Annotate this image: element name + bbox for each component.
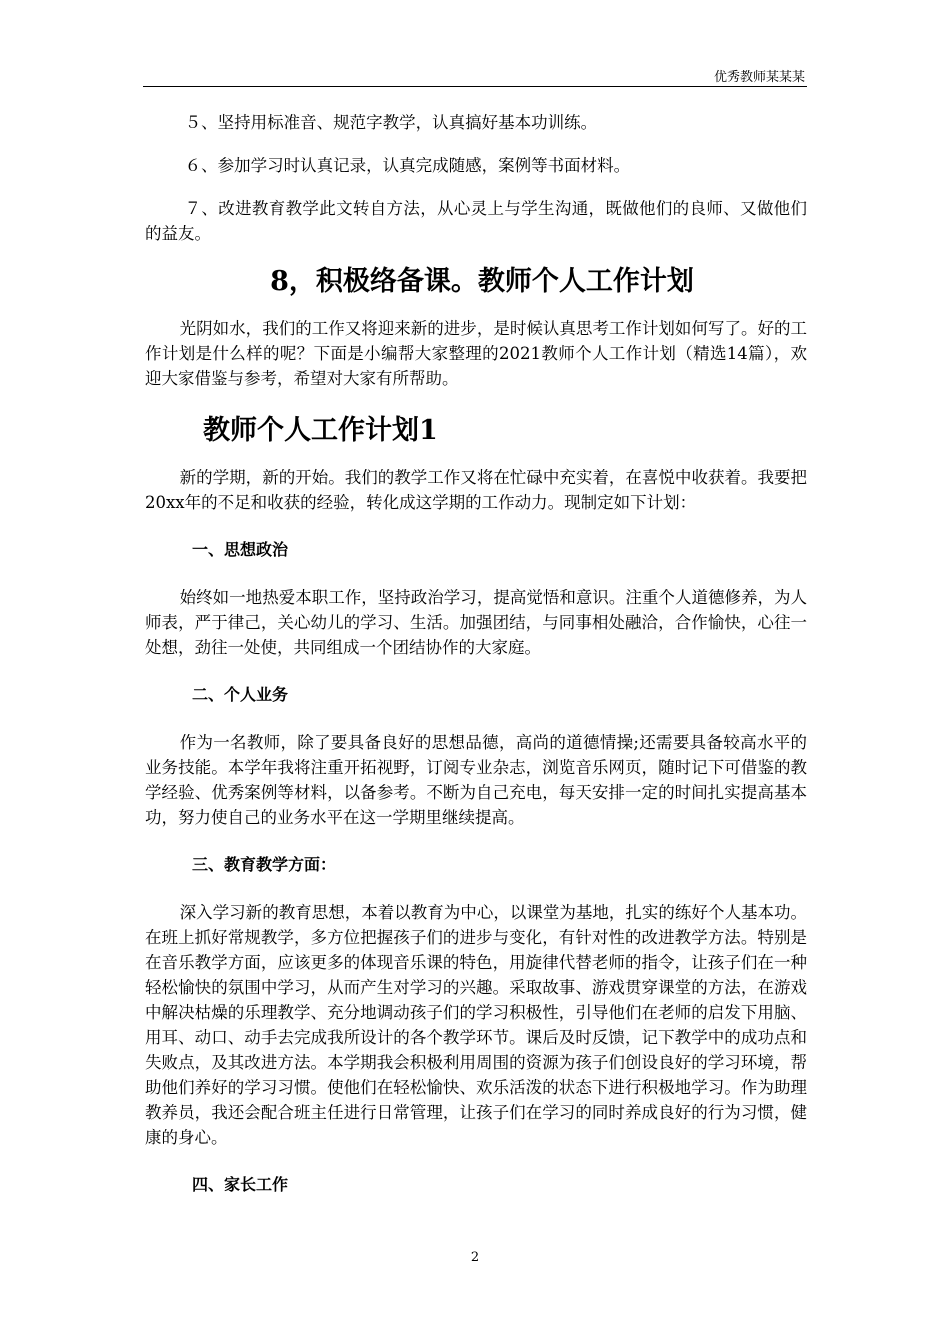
section-heading: 三、教育教学方面：: [192, 855, 337, 874]
section-heading: 一、思想政治: [192, 540, 289, 559]
document-title: 8，积极络备课。教师个人工作计划: [270, 266, 694, 297]
document-body: [145, 110, 807, 1220]
section-heading: 二、个人业务: [192, 685, 289, 704]
list-item: ５、坚持用标准音、规范字教学，认真搞好基本功训练。: [184, 113, 598, 132]
plan-title: 教师个人工作计划1: [203, 415, 438, 446]
section-body: 深入学习新的教育思想，本着以教育为中心，以课堂为基地，扎实的练好个人基本功。在班上抓好常规教学，多方位把握孩子们的进步与变化，有针对性的改进教学方法。特别是在音乐教学方面，应该更多的体现音乐课的特色，用旋律代替老师的指令，让孩子们在一种轻松愉快的氛围中学习，从而产生对学习的兴趣。采取故事、游戏贯穿课堂的方法，在游戏中解决枯燥的乐理教学、充分地调动孩子们的学习积极性，引导他们在老师的启发下用脑、用耳、动口、动手去完成我所设计的各个教学环节。课后及时反馈，记下教学中的成功点和失败点，及其改进方法。本学期我会积极利用周围的资源为孩子们创设良好的学习环境，帮助他们养好的学习习惯。使他们在轻松愉快、欢乐活泼的状态下进行积极地学习。作为助理教养员，我还会配合班主任进行日常管理，让孩子们在学习的同时养成良好的行为习惯，健康的身心。: [145, 903, 807, 1147]
list-item: ６、参加学习时认真记录，认真完成随感，案例等书面材料。: [184, 156, 631, 175]
page-header: 优秀教师某某某: [713, 70, 805, 85]
section-body: 始终如一地热爱本职工作，坚持政治学习，提高觉悟和意识。注重个人道德修养，为人师表，严于律己，关心幼儿的学习、生活。加强团结，与同事相处融洽，合作愉快，心往一处想，劲往一处使，共同组成一个团结协作的大家庭。: [145, 588, 807, 657]
header-rule: [143, 86, 807, 87]
section-body: 作为一名教师，除了要具备良好的思想品德，高尚的道德情操;还需要具备较高水平的业务技能。本学年我将注重开拓视野，订阅专业杂志，浏览音乐网页，随时记下可借鉴的教学经验、优秀案例等材料，以备参考。不断为自己充电，每天安排一定的时间扎实提高基本功，努力使自己的业务水平在这一学期里继续提高。: [145, 733, 807, 827]
plan-intro-paragraph: 新的学期，新的开始。我们的教学工作又将在忙碌中充实着，在喜悦中收获着。我要把20xx年的不足和收获的经验，转化成这学期的工作动力。现制定如下计划：: [145, 468, 807, 512]
section-heading: 四、家长工作: [192, 1175, 289, 1194]
intro-paragraph: 光阴如水，我们的工作又将迎来新的进步，是时候认真思考工作计划如何写了。好的工作计划是什么样的呢？下面是小编帮大家整理的2021教师个人工作计划（精选14篇），欢迎大家借鉴与参考，希望对大家有所帮助。: [145, 319, 807, 388]
list-item: ７、改进教育教学此文转自方法，从心灵上与学生沟通，既做他们的良师、又做他们的益友。: [145, 199, 807, 243]
page-number: 2: [470, 1250, 480, 1265]
